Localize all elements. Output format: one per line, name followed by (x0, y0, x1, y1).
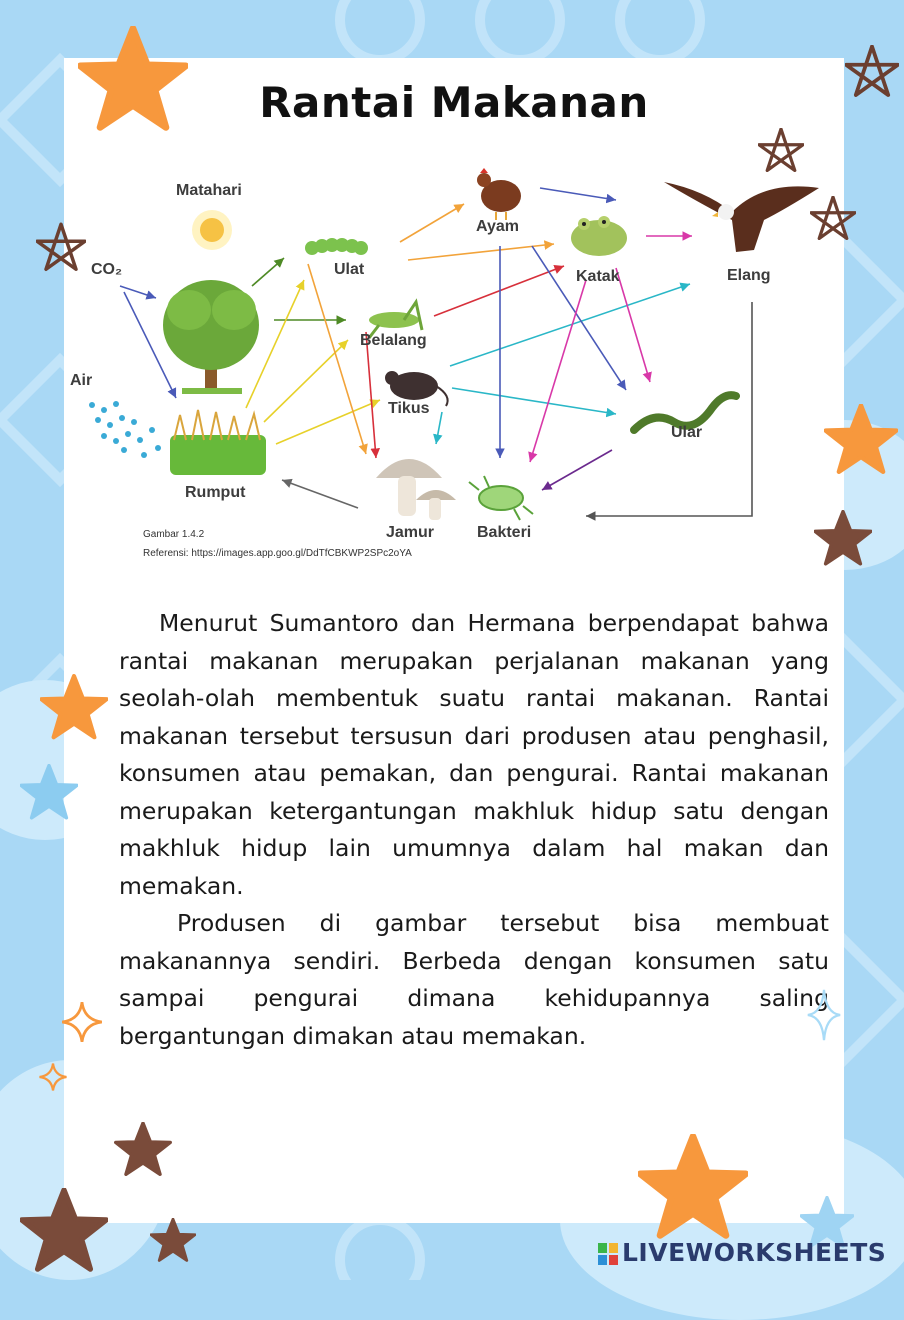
arrow-ayam-elang (540, 188, 616, 200)
arrow-tikus-bakteri (436, 412, 442, 444)
arrow-belalang-katak (434, 266, 564, 316)
water-drops-icon (89, 401, 161, 458)
star-outline-top-right-icon (845, 45, 899, 97)
label-ayam: Ayam (476, 218, 519, 235)
arrow-ular-bakteri (542, 450, 612, 490)
arrow-tikus-ular (452, 388, 616, 414)
grass-icon (170, 410, 266, 475)
arrow-ulat-ayam (400, 204, 464, 242)
arrow-grass-ulat (246, 280, 304, 408)
arrow-katak-ular (616, 268, 650, 382)
label-elang: Elang (727, 267, 771, 284)
figure-reference: Referensi: https://images.app.goo.gl/DdTfCBKWP2SPc2oYA (143, 548, 412, 559)
star-orange-left-icon (40, 674, 108, 740)
label-co2: CO₂ (91, 261, 123, 278)
star-outline-right2-icon (810, 196, 856, 240)
arrow-elang-jamur (586, 302, 752, 516)
star-blue-left-icon (20, 764, 78, 820)
label-matahari: Matahari (176, 182, 242, 199)
label-ulat: Ulat (334, 261, 365, 278)
sun-icon (192, 210, 232, 250)
star-brown-right-icon (814, 510, 872, 566)
label-ular: Ular (671, 424, 703, 441)
food-web-diagram (64, 160, 844, 580)
paragraph-2: Produsen di gambar tersebut bisa membuat makanannya sendiri. Berbeda dengan konsumen satu sampai pengurai dimana kehidupannya saling bergantungan dimakan atau memakan. (119, 909, 829, 1050)
label-rumput: Rumput (185, 484, 246, 501)
eagle-icon (664, 182, 819, 252)
label-belalang: Belalang (360, 332, 427, 349)
star-brown-bottom-small-icon (150, 1218, 196, 1262)
star-orange-right-icon (824, 404, 898, 474)
star-orange-top-left-icon (78, 26, 188, 131)
star-outline-right-icon (758, 128, 804, 172)
tree-icon (163, 280, 259, 394)
arrow-grass-tikus (276, 400, 380, 444)
sparkle-left-icon (60, 1000, 104, 1044)
body-text (119, 605, 829, 1055)
star-brown-bottom-icon (20, 1188, 108, 1272)
label-tikus: Tikus (388, 400, 430, 417)
mushroom-icon (376, 459, 456, 520)
chicken-icon (477, 168, 521, 220)
star-outline-left-icon (36, 222, 86, 272)
figure-caption: Gambar 1.4.2 (143, 529, 205, 540)
frog-icon (571, 216, 627, 256)
paragraph-1: Menurut Sumantoro dan Hermana berpendapat bahwa rantai makanan merupakan perjalanan makanan yang seolah-olah membentuk suatu rantai makanan. Rantai makanan tersebut tersusun dari produsen atau penghasil, konsumen atau pemakan, dan pengurai. Rantai makanan merupakan ketergantungan makhluk hidup satu dengan makhluk hidup lain umumnya dalam hal makan dan memakan. (119, 609, 829, 900)
arrow-katak-bakteri (530, 280, 586, 462)
sparkle-right-icon (806, 985, 842, 1045)
sparkle-left-small-icon (38, 1062, 68, 1092)
liveworksheets-logo-icon (598, 1243, 618, 1265)
label-jamur: Jamur (386, 524, 435, 541)
label-katak: Katak (576, 268, 620, 285)
bacteria-icon (469, 476, 533, 520)
label-bakteri: Bakteri (477, 524, 532, 541)
arrow-jamur-rumput (282, 480, 358, 508)
caterpillar-icon (305, 238, 368, 255)
arrow-tree-ulat (252, 258, 284, 286)
label-air: Air (70, 372, 93, 389)
watermark: LIVEWORKSHEETS (622, 1238, 887, 1267)
page-title: Rantai Makanan (259, 78, 649, 127)
arrow-ulat-jamur (308, 264, 366, 454)
star-brown-bottom-left-icon (114, 1122, 172, 1176)
arrow-belalang-jamur (366, 332, 376, 458)
star-orange-bottom-right-icon (638, 1134, 748, 1239)
